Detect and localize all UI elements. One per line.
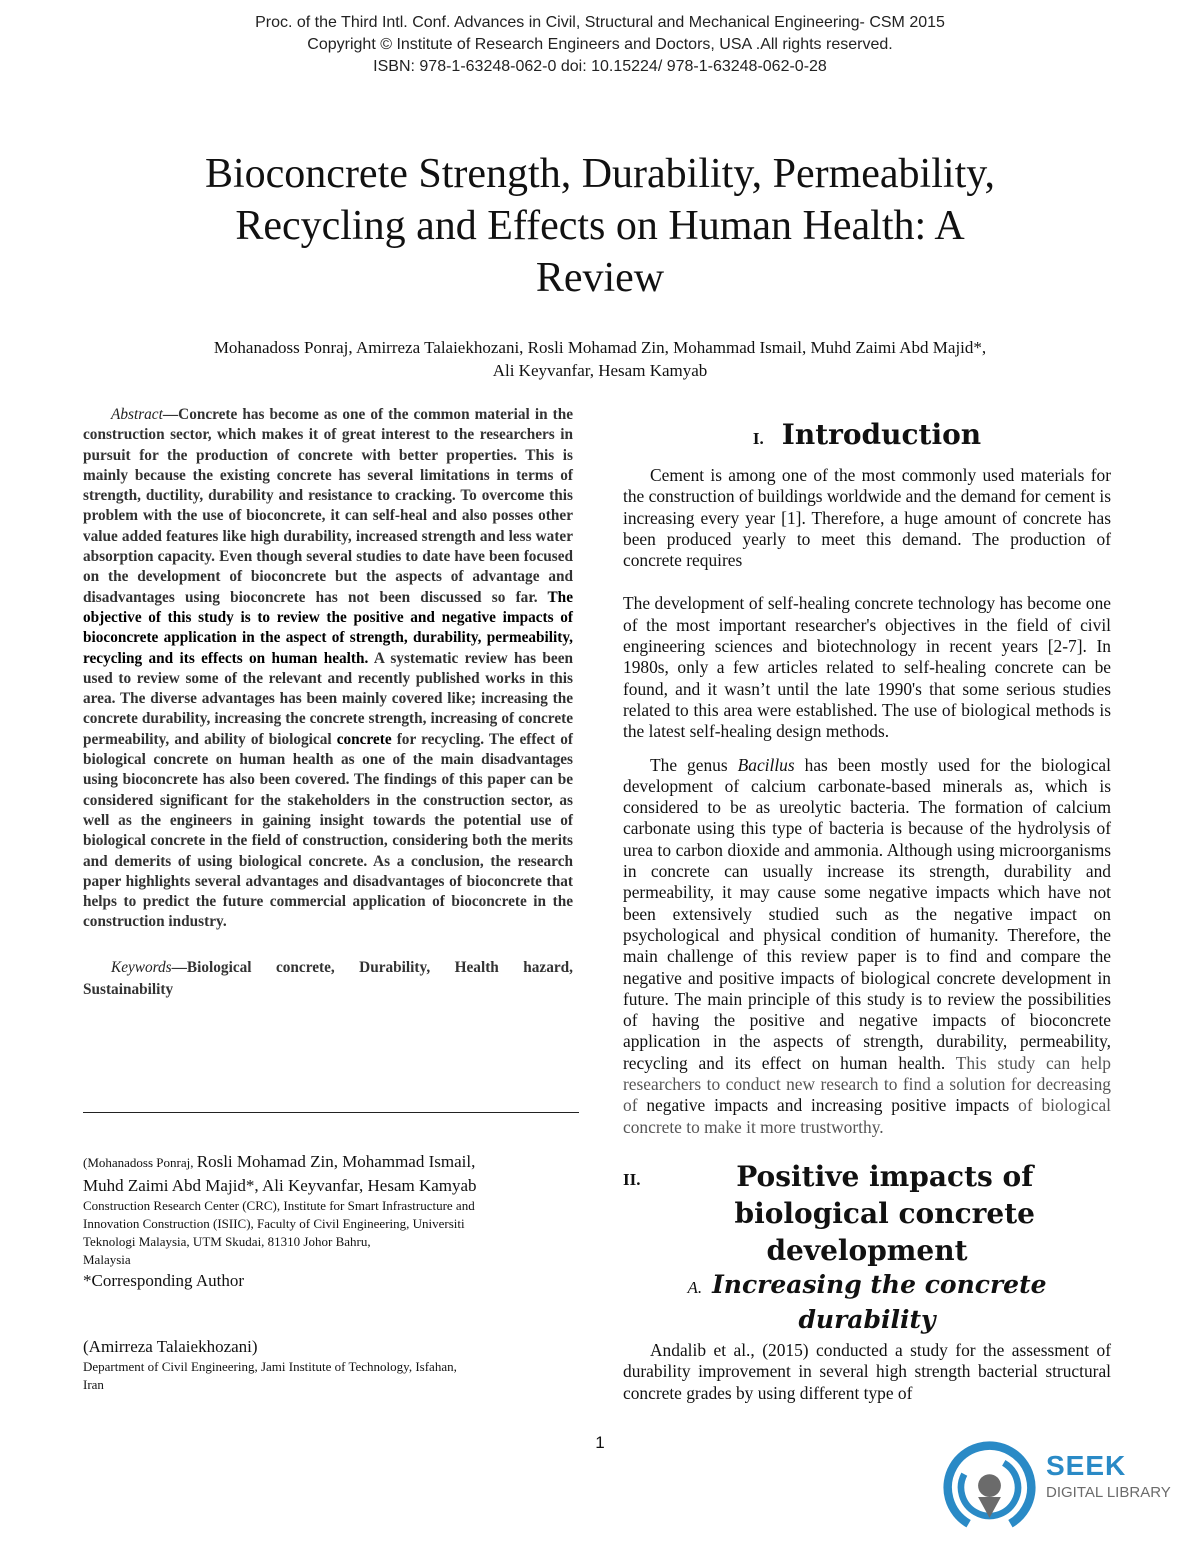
subsection-title: Increasing the concrete durability (712, 1269, 1047, 1334)
section-heading-introduction (623, 415, 1111, 459)
section-2-number: II. (623, 1169, 641, 1189)
abstract-label: Abstract (111, 406, 163, 423)
intro-paragraph-2: The development of self-healing concrete technology has become one of the most important researcher's objectives in the field of civil engineering sciences and biotechnology in recent years [2-7]. In 1980s, only a few articles related to self-healing concrete can be found, and it wasn’t until the late 1990's that some serious studies related to this area were established. The use of biological methods is the latest self-healing design methods. (623, 593, 1111, 742)
section-2-title-b: of biological concrete development (734, 1159, 1035, 1267)
affiliation-block-1 (83, 1150, 573, 1293)
seek-logo-word: SEEK (1046, 1450, 1127, 1481)
abstract (83, 405, 573, 933)
para3-e: of biological concrete to make it more trustworthy. (623, 1095, 1112, 1137)
intro-paragraph-1: Cement is among one of the most commonly used materials for the construction of buildings worldwide and the demand for cement is increasing every year [1]. Therefore, a huge amount of concrete has been produced yearly to meet this demand. The production of concrete requires (623, 465, 1111, 571)
subsection-heading-durability (623, 1269, 1111, 1336)
footnote-divider (83, 1112, 579, 1113)
paper-title (100, 148, 1100, 304)
seek-digital-library-logo (942, 1440, 1177, 1535)
corresponding-author-note: *Corresponding Author (83, 1271, 245, 1290)
affiliation-line-3: Teknologi Malaysia, UTM Skudai, 81310 Johor Bahru, (83, 1234, 371, 1249)
affiliation-names-b: Muhd Zaimi Abd Majid*, Ali Keyvanfar, Hesam Kamyab (83, 1176, 477, 1195)
para3-b: has been mostly used for the biological development of calcium carbonate-based minerals as, which is considered to be as ureolytic bacteria. The formation of calcium carbonate using this type of bacteria is because of the hydrolysis of urea to carbon dioxide and ammonia. Although using microorganisms in concrete can usually increase its strength, durability and permeability, it may cause some negative impacts which have not been extensively studied such as the negative impact on psychological and physical condition of humanity. Therefore, the main challenge of this review paper is to find and compare the negative and positive impacts of biological concrete development in future. The main principle of this study is to review the possibilities of having the positive and negative impacts of bioconcrete application in the aspects of strength, durability, permeability, recycling and its effect on human health. (623, 754, 1111, 1073)
header-line-3: ISBN: 978-1-63248-062-0 doi: 10.15224/ 978-1-63248-062-0-28 (373, 58, 827, 75)
abstract-dash: — (162, 406, 179, 423)
subsection-number: A. (687, 1277, 703, 1297)
section-title: Introduction (781, 418, 982, 451)
affiliation-block-2 (83, 1335, 573, 1394)
seek-logo-icon (942, 1440, 1037, 1535)
section-2-title-a: Positive impacts (736, 1159, 993, 1193)
affiliation-2-name: (Amirreza Talaiekhozani) (83, 1337, 258, 1356)
page-number: 1 (595, 1433, 605, 1452)
abstract-objective: The objective of this study is to review the positive and negative impacts of bioconcrete application in the aspect of strength, durability, permeability, recycling and its effects on human health. (83, 588, 573, 667)
seek-logo-subtitle: DIGITAL LIBRARY (1046, 1484, 1171, 1501)
affiliation-prefix: (Mohanadoss Ponraj, (83, 1155, 197, 1170)
title-line-1: Bioconcrete Strength, Durability, Permeability, (204, 151, 996, 197)
intro-paragraph-3 (623, 755, 1111, 1138)
para3-d: negative impacts and increasing positive impacts (646, 1095, 1010, 1116)
keywords-dash: — (171, 958, 187, 976)
abstract-part-1: Concrete has become as one of the common material in the construction sector, which makes it of great interest to the researchers in pursuit for the production of concrete with better properties. This is mainly because the existing concrete has several limitations in terms of strength, ductility, durability and resistance to cracking. To overcome this problem with the use of bioconcrete, it can self-heal and also posses other value added features like high durability, increased strength and less water absorption capacity. Even though several studies to date have been focused on the development of bioconcrete but the aspects of advantage and disadvantages using bioconcrete has not been discussed so far. (83, 406, 573, 606)
keywords-label: Keywords (111, 958, 172, 976)
right-column (623, 415, 1111, 1404)
para3-c: This study can help researchers to conduct new research to find a solution for decreasing of (623, 1052, 1111, 1116)
header-line-2: Copyright © Institute of Research Engineers and Doctors, USA .All rights reserved. (307, 36, 893, 53)
abstract-concrete-word: concrete (336, 730, 392, 748)
bacillus-genus: Bacillus (737, 754, 795, 775)
affiliation-line-1: Construction Research Center (CRC), Institute for Smart Infrastructure and (83, 1198, 475, 1213)
section-heading-positive-impacts (623, 1158, 1111, 1269)
keywords (83, 957, 573, 1001)
affiliation-names-a (83, 1150, 573, 1174)
authors-line-2: Ali Keyvanfar, Hesam Kamyab (492, 361, 708, 380)
affiliation-2-line-2: Iran (83, 1377, 104, 1392)
title-line-3: Review (535, 255, 665, 301)
abstract-part-5: for recycling. The effect of biological concrete on human health as one of the main disadvantages using bioconcrete has also been covered. The findings of this paper can be considered significant for the stakeholders in the construction sector, as well as the engineers in gaining insight towards the potential use of biological concrete in the field of construction, considering both the merits and demerits of using biological concrete. As a conclusion, the research paper highlights several advantages and disadvantages of bioconcrete that helps to predict the future commercial application of bioconcrete in the construction industry. (83, 730, 573, 931)
conference-header (0, 12, 1200, 78)
affiliation-2-line-1: Department of Civil Engineering, Jami Institute of Technology, Isfahan, (83, 1359, 457, 1374)
para3-a: The genus (650, 754, 738, 775)
author-list (100, 336, 1100, 382)
header-line-1: Proc. of the Third Intl. Conf. Advances in Civil, Structural and Mechanical Engineering- CSM 2015 (255, 14, 945, 31)
section-number: I. (752, 429, 764, 448)
authors-line-1: Mohanadoss Ponraj, Amirreza Talaiekhozani, Rosli Mohamad Zin, Mohammad Ismail, Muhd Zaimi Abd Majid*, (213, 338, 987, 357)
section-2-paragraph-1: Andalib et al., (2015) conducted a study for the assessment of durability improvement in several high strength bacterial structural concrete grades by using different type of (623, 1339, 1111, 1403)
affiliation-names-a-text: Rosli Mohamad Zin, Mohammad Ismail, (196, 1152, 476, 1171)
keywords-text: Biological concrete, Durability, Health hazard, Sustainability (83, 958, 573, 998)
abstract-part-3: A systematic review has been used to review some of the relevant and recently published works in this area. The diverse advantages has been mainly covered like; increasing the concrete durability, increasing the concrete strength, increasing of concrete permeability, and ability of biological (83, 649, 573, 748)
affiliation-line-2: Innovation Construction (ISIIC), Faculty of Civil Engineering, Universiti (83, 1216, 465, 1231)
title-line-2: Recycling and Effects on Human Health: A (235, 203, 965, 249)
affiliation-line-4: Malaysia (83, 1252, 131, 1267)
left-column (83, 405, 573, 1001)
